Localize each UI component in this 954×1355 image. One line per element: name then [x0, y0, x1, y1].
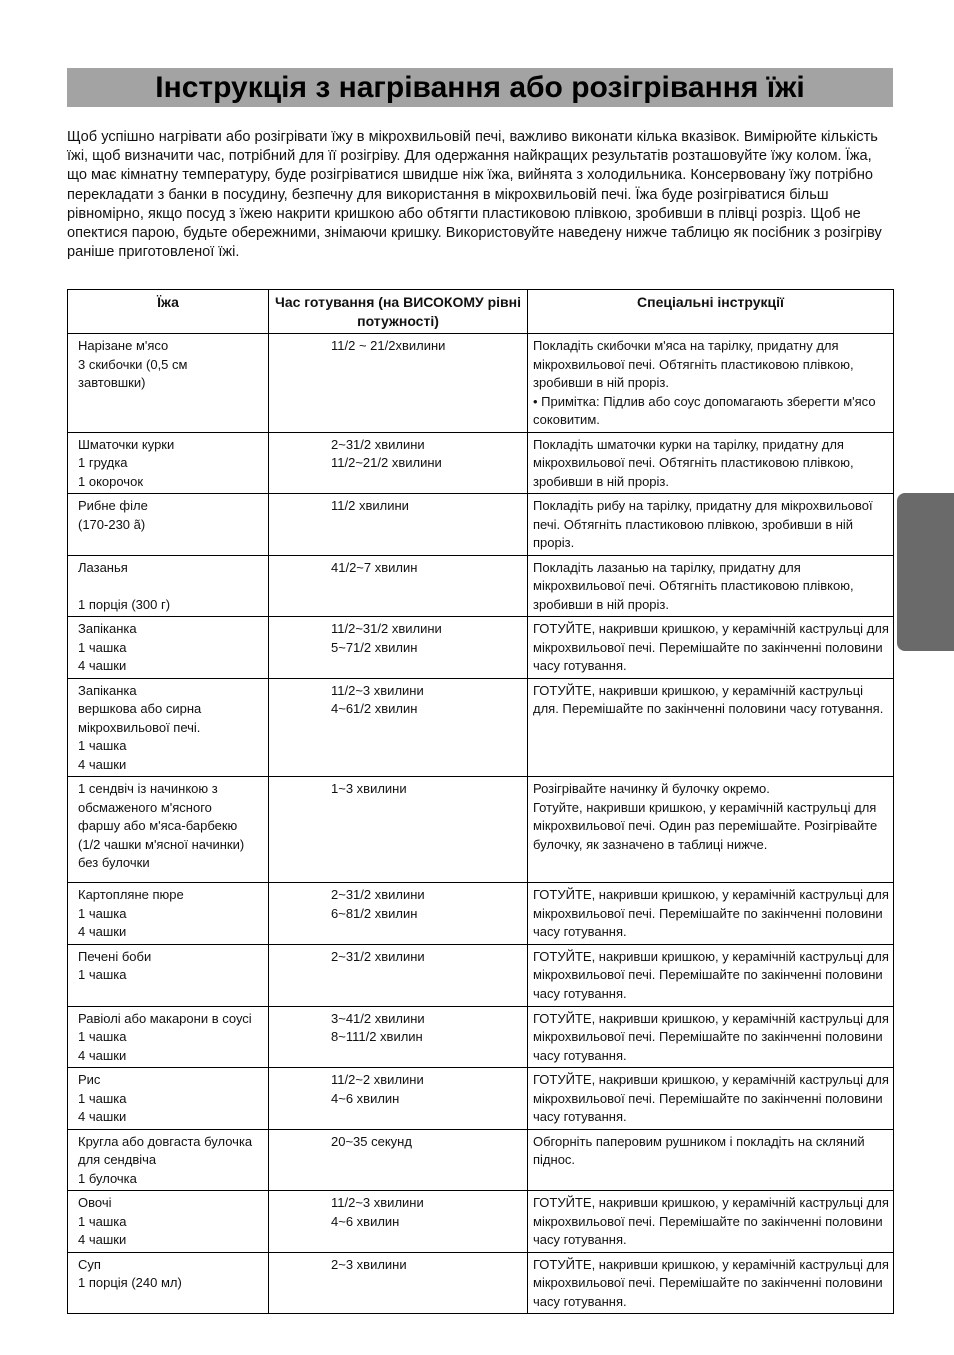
time-cell: [269, 334, 528, 433]
food-cell: [68, 494, 269, 556]
instructions-cell: [528, 883, 894, 945]
cell-line: для сендвіча: [78, 1152, 157, 1167]
time-cell: [269, 678, 528, 777]
table-row: [68, 678, 894, 777]
cell-line: Кругла або довгаста булочка: [78, 1133, 253, 1149]
cell-line: Готуйте, накривши кришкою, у керамічній каструльці для мікрохвильової печі. Один раз перемішайте. Розігрівайте булочку, як зазначено в таблиці нижче.: [533, 799, 878, 852]
cell-line: 2~31/2 хвилини: [331, 887, 425, 902]
instructions-cell: [528, 944, 894, 1006]
cell-line: 4 чашки: [78, 1047, 127, 1063]
cell-line: Запіканка: [78, 621, 137, 636]
table-row: [68, 944, 894, 1006]
cell-line: 1 чашка: [78, 1090, 127, 1106]
cell-line: (170-230 ã): [78, 516, 146, 532]
food-cell: [68, 1068, 269, 1130]
cell-line: ГОТУЙТЕ, накривши кришкою, у керамічній каструльці для мікрохвильової печі. Перемішайте по закінченні половини часу готування.: [533, 621, 889, 673]
cell-line: Равіолі або макарони в соусі: [78, 1010, 252, 1026]
cell-line: 3 скибочки (0,5 см: [78, 356, 188, 372]
cell-line: 1 порція (300 г): [78, 596, 171, 612]
cell-line: 4 чашки: [78, 924, 127, 939]
table-row: [68, 1129, 894, 1191]
instructions-cell: [528, 555, 894, 617]
food-cell: [68, 555, 269, 617]
section-tab: [897, 493, 954, 651]
table-row: [68, 555, 894, 617]
cell-line: 11/2~21/2 хвилини: [331, 455, 442, 470]
cell-line: 41/2~7 хвилин: [331, 559, 418, 575]
food-cell: [68, 944, 269, 1006]
intro-paragraph: Щоб успішно нагрівати або розігрівати їжу в мікрохвильовій печі, важливо виконати кілька вказівок. Вимірюйте кількість їжі, щоб визначити час, потрібний для її розігріву. Для одержання найкращих результатів розташовуйте їжу колом. Їжа, що має кімнатну температуру, буде розігріватися швидше ніж їжа, вийнята з холодильника. Консервовану їжу потрібно перекладати з банки в посудину, безпечну для використання в мікрохвильовій печі. Їжа буде розігріватися більш рівномірно, якщо посуд з їжею накрити кришкою або обтягти пластиковою плівкою, зробивши в плівці розріз. Щоб не опектися парою, будьте обережними, знімаючи кришку. Використовуйте наведену нижче таблицю як посібник з розігріву раніше приготовленої їжі.: [67, 129, 882, 261]
time-cell: [269, 944, 528, 1006]
time-cell: [269, 1006, 528, 1068]
cell-line: фаршу або м'яса-барбекю: [78, 818, 238, 833]
cell-line: 8~111/2 хвилин: [331, 1029, 423, 1044]
cell-line: Рис: [78, 1072, 101, 1087]
instructions-cell: [528, 432, 894, 494]
cell-line: 11/2 хвилини: [331, 498, 409, 513]
table-header-row: [68, 290, 894, 334]
reheating-table: [67, 289, 894, 1314]
cell-line: ГОТУЙТЕ, накривши кришкою, у керамічній каструльці для мікрохвильової печі. Перемішайте по закінченні половини часу готування.: [533, 1072, 889, 1124]
cell-line: 1~3 хвилини: [331, 781, 407, 796]
table-row: [68, 1252, 894, 1314]
cell-line: ГОТУЙТЕ, накривши кришкою, у керамічній каструльці для. Перемішайте по закінченні половини часу готування.: [533, 682, 884, 716]
table-row: [68, 494, 894, 556]
time-cell: [269, 883, 528, 945]
page-title: Інструкція з нагрівання або розігрівання їжі: [155, 71, 805, 104]
instructions-cell: [528, 1129, 894, 1191]
cell-line: Обгорніть паперовим рушником і покладіть на скляний піднос.: [533, 1133, 865, 1167]
instructions-cell: [528, 617, 894, 679]
cell-line: 4 чашки: [78, 658, 127, 673]
cell-line: 3~41/2 хвилини: [331, 1010, 425, 1026]
instructions-cell: [528, 1006, 894, 1068]
cell-line: ГОТУЙТЕ, накривши кришкою, у керамічній каструльці для мікрохвильової печі. Перемішайте по закінченні половини часу готування.: [533, 887, 889, 939]
time-cell: [269, 1252, 528, 1314]
table-row: [68, 1068, 894, 1130]
cell-line: завтовшки): [78, 375, 146, 390]
food-cell: [68, 678, 269, 777]
cell-line: Покладіть лазанью на тарілку, придатну для мікрохвильової печі. Обтягніть пластиковою плівкою, зробивши в ній проріз.: [533, 559, 854, 612]
cell-line: ГОТУЙТЕ, накривши кришкою, у керамічній каструльці для мікрохвильової печі. Перемішайте по закінченні половини часу готування.: [533, 1010, 889, 1063]
cell-line: 1 чашка: [78, 967, 127, 982]
cell-line: Печені боби: [78, 948, 152, 964]
time-cell: [269, 432, 528, 494]
cell-line: Суп: [78, 1256, 101, 1272]
food-cell: [68, 777, 269, 883]
cell-line: Нарізане м'ясо: [78, 338, 169, 353]
cell-line: 1 порція (240 мл): [78, 1275, 182, 1290]
food-cell: [68, 1252, 269, 1314]
cell-line: 1 чашка: [78, 1213, 127, 1229]
cell-line: 1 чашка: [78, 738, 127, 753]
cell-line: 4 чашки: [78, 1232, 127, 1247]
cell-line: 20~35 секунд: [331, 1133, 412, 1149]
food-cell: [68, 617, 269, 679]
cell-line: 5~71/2 хвилин: [331, 639, 418, 655]
instructions-cell: [528, 1068, 894, 1130]
cell-line: 1 булочка: [78, 1170, 137, 1186]
table-row: [68, 617, 894, 679]
food-cell: [68, 1129, 269, 1191]
cell-line: Покладіть шматочки курки на тарілку, придатну для мікрохвильової печі. Обтягніть пластиковою плівкою, зробивши в ній проріз.: [533, 436, 854, 489]
instructions-cell: [528, 678, 894, 777]
cell-line: мікрохвильової печі.: [78, 719, 201, 735]
cell-line: ГОТУЙТЕ, накривши кришкою, у керамічній каструльці для мікрохвильової печі. Перемішайте по закінченні половини часу готування.: [533, 1195, 889, 1247]
cell-line: 1 чашка: [78, 1029, 127, 1044]
cell-line: Покладіть скибочки м'яса на тарілку, придатну для мікрохвильової печі. Обтягніть пластиковою плівкою, зробивши в ній проріз.: [533, 338, 854, 390]
cell-line: 11/2~3 хвилини: [331, 682, 424, 698]
cell-line: 4~61/2 хвилин: [331, 701, 418, 716]
cell-line: 1 грудка: [78, 455, 128, 470]
cell-line: ГОТУЙТЕ, накривши кришкою, у керамічній каструльці для мікрохвильової печі. Перемішайте по закінченні половини часу готування.: [533, 1256, 889, 1309]
cell-line: 1 чашка: [78, 639, 127, 655]
table-row: [68, 1191, 894, 1253]
food-cell: [68, 432, 269, 494]
cell-line: Запіканка: [78, 682, 137, 698]
cell-line: 1 окорочок: [78, 473, 143, 489]
cell-line: Овочі: [78, 1195, 112, 1210]
cell-line: без булочки: [78, 855, 150, 870]
cell-line: 11/2~31/2 хвилини: [331, 621, 442, 636]
time-cell: [269, 777, 528, 883]
table-row: [68, 883, 894, 945]
cell-line: 1 чашка: [78, 905, 127, 921]
cell-line: 1 сендвіч із начинкою з: [78, 781, 218, 796]
cell-line: Шматочки курки: [78, 436, 175, 452]
cell-line: Рибне філе: [78, 498, 148, 513]
cell-line: 2~3 хвилини: [331, 1256, 407, 1272]
cell-line: 11/2~3 хвилини: [331, 1195, 424, 1210]
cell-line: 2~31/2 хвилини: [331, 948, 425, 964]
time-cell: [269, 494, 528, 556]
header-time: Час готування (на ВИСОКОМУ рівні потужності): [269, 290, 528, 334]
cell-line: 4~6 хвилин: [331, 1090, 400, 1106]
cell-line: вершкова або сирна: [78, 701, 202, 716]
cell-line: Розігрівайте начинку й булочку окремо.: [533, 781, 770, 796]
instructions-cell: [528, 1191, 894, 1253]
cell-line: Покладіть рибу на тарілку, придатну для мікрохвильової печі. Обтягніть пластиковою плівкою, зробивши в ній проріз.: [533, 498, 873, 550]
cell-line: 4~6 хвилин: [331, 1213, 400, 1229]
title-bar: [67, 68, 893, 107]
food-cell: [68, 883, 269, 945]
cell-line: ГОТУЙТЕ, накривши кришкою, у керамічній каструльці для мікрохвильової печі. Перемішайте по закінченні половини часу готування.: [533, 948, 889, 1001]
time-cell: [269, 1068, 528, 1130]
cell-line: Картопляне пюре: [78, 887, 184, 902]
cell-line: Лазанья: [78, 559, 128, 575]
table-row: [68, 432, 894, 494]
table-row: [68, 334, 894, 433]
cell-line: • Примітка: Підлив або соус допомагають зберегти м'ясо соковитим.: [533, 393, 876, 427]
food-cell: [68, 334, 269, 433]
instructions-cell: [528, 777, 894, 883]
cell-line: [78, 577, 262, 596]
cell-line: 4 чашки: [78, 1109, 127, 1124]
time-cell: [269, 555, 528, 617]
time-cell: [269, 1129, 528, 1191]
cell-line: 2~31/2 хвилини: [331, 436, 425, 452]
cell-line: 4 чашки: [78, 756, 127, 772]
cell-line: 11/2~2 хвилини: [331, 1072, 424, 1087]
table-row: [68, 777, 894, 883]
cell-line: (1/2 чашки м'ясної начинки): [78, 836, 245, 852]
food-cell: [68, 1191, 269, 1253]
time-cell: [269, 1191, 528, 1253]
cell-line: обсмаженого м'ясного: [78, 799, 212, 815]
header-instructions: Спеціальні інструкції: [528, 290, 894, 334]
food-cell: [68, 1006, 269, 1068]
instructions-cell: [528, 494, 894, 556]
cell-line: 11/2 ~ 21/2хвилини: [331, 338, 446, 353]
table-row: [68, 1006, 894, 1068]
time-cell: [269, 617, 528, 679]
instructions-cell: [528, 1252, 894, 1314]
cell-line: 6~81/2 хвилин: [331, 905, 418, 921]
header-food: Їжа: [68, 290, 269, 334]
instructions-cell: [528, 334, 894, 433]
